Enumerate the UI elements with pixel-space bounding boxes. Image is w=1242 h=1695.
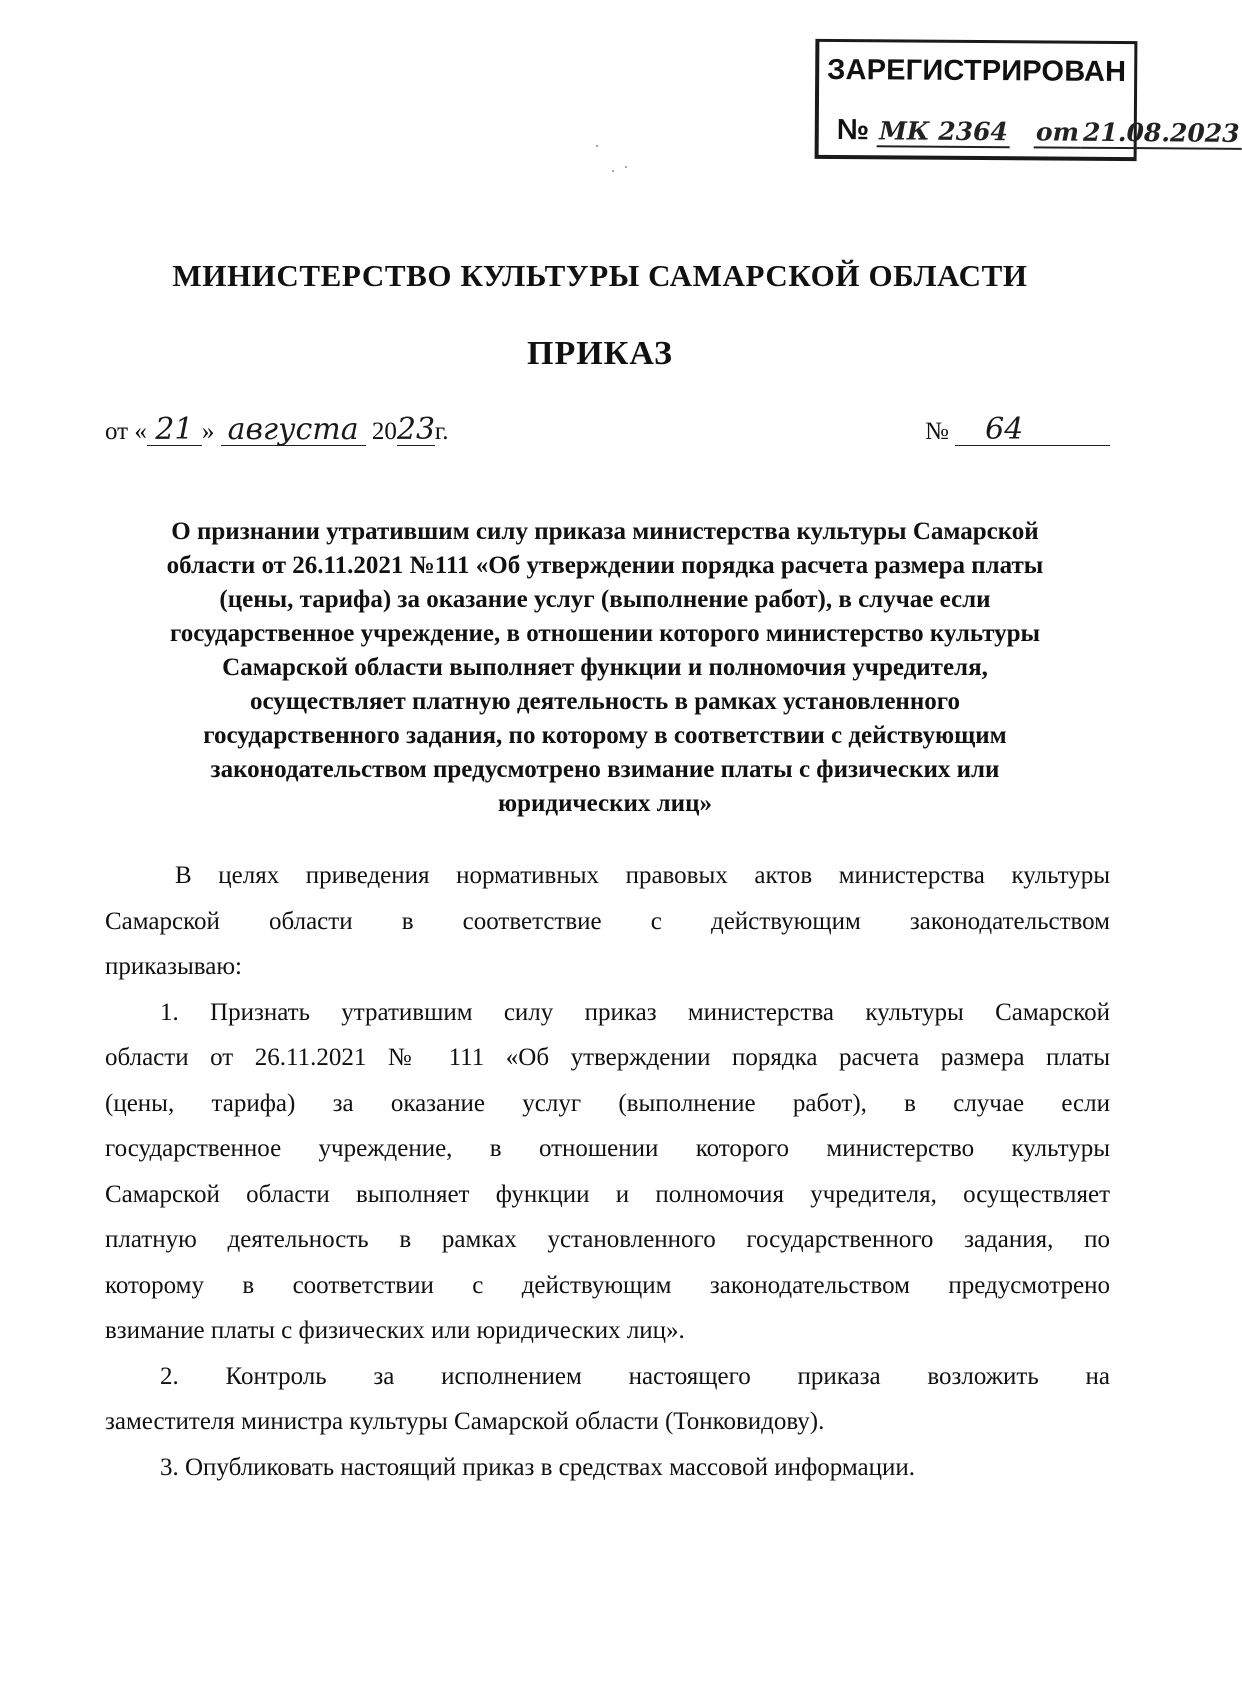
order-number-line bbox=[925, 412, 1110, 447]
date-prefix: от « bbox=[105, 418, 147, 445]
scan-speck bbox=[612, 170, 614, 172]
title-line: (цены, тарифа) за оказание услуг (выполнение работ), в случае если bbox=[219, 586, 991, 613]
handwritten-year: 23 bbox=[396, 412, 436, 447]
stamp-number-line bbox=[837, 114, 1242, 150]
order-number-label: № bbox=[925, 418, 949, 445]
item-2-line: заместителя министра культуры Самарской области (Тонковидову). bbox=[105, 1408, 825, 1435]
registration-stamp bbox=[815, 39, 1240, 161]
order-title bbox=[100, 515, 1110, 821]
item-2-line: 2. Контроль за исполнением настоящего приказа возложить на bbox=[160, 1362, 1110, 1390]
preamble-line: Самарской области в соответствие с действующим законодательством bbox=[105, 907, 1110, 935]
scan-speck bbox=[596, 145, 598, 147]
date-quote-close: » bbox=[201, 418, 215, 445]
title-line: государственное учреждение, в отношении которого министерство культуры bbox=[170, 620, 1040, 647]
title-line: Самарской области выполняет функции и полномочия учредителя, bbox=[222, 654, 988, 681]
title-line: области от 26.11.2021 №111 «Об утверждении порядка расчета размера платы bbox=[166, 552, 1044, 579]
item-1-line: которому в соответствии с действующим законодательством предусмотрено bbox=[105, 1271, 1110, 1299]
order-body bbox=[105, 853, 1110, 1490]
title-line: О признании утратившим силу приказа министерства культуры Самарской bbox=[171, 518, 1039, 545]
stamp-number-prefix: № bbox=[836, 114, 870, 147]
item-3-line: 3. Опубликовать настоящий приказ в средствах массовой информации. bbox=[160, 1453, 916, 1481]
handwritten-month: августа bbox=[221, 415, 366, 446]
title-line: осуществляет платную деятельность в рамках установленного bbox=[250, 688, 960, 715]
document-type-heading: ПРИКАЗ bbox=[527, 335, 673, 372]
year-end: г. bbox=[434, 418, 449, 445]
handwritten-order-number: 64 bbox=[955, 415, 1110, 446]
scan-speck bbox=[625, 166, 627, 168]
item-1-line: государственное учреждение, в отношении которого министерство культуры bbox=[105, 1135, 1110, 1162]
item-1-line: платную деятельность в рамках установленного государственного задания, по bbox=[105, 1226, 1110, 1253]
item-1-line: взимание платы с физических или юридических лиц». bbox=[105, 1317, 685, 1344]
year-prefix: 20 bbox=[371, 418, 397, 445]
title-line: законодательством предусмотрено взимание платы с физических или bbox=[210, 756, 1000, 783]
item-1-line: (цены, тарифа) за оказание услуг (выполнение работ), в случае если bbox=[105, 1089, 1110, 1117]
preamble-line: В целях приведения нормативных правовых актов министерства культуры bbox=[175, 862, 1110, 889]
preamble-line: приказываю: bbox=[105, 953, 242, 980]
handwritten-day: 21 bbox=[147, 415, 202, 446]
stamp-date-prefix: от bbox=[1034, 117, 1081, 148]
item-1-line: Самарской области выполняет функции и полномочия учредителя, осуществляет bbox=[105, 1180, 1110, 1208]
stamp-handwritten-number: МК 2364 bbox=[877, 116, 1010, 148]
stamp-title: ЗАРЕГИСТРИРОВАН bbox=[827, 53, 1127, 89]
order-date-line bbox=[105, 412, 449, 447]
title-line: государственного задания, по которому в соответствии с действующим bbox=[203, 722, 1007, 749]
item-1-line: 1. Признать утратившим силу приказ министерства культуры Самарской bbox=[160, 998, 1110, 1026]
ministry-heading: МИНИСТЕРСТВО КУЛЬТУРЫ САМАРСКОЙ ОБЛАСТИ bbox=[172, 258, 1028, 293]
item-1-line: области от 26.11.2021 № 111 «Об утверждении порядка расчета размера платы bbox=[105, 1044, 1110, 1071]
stamp-handwritten-date: 21.08.2023 bbox=[1081, 118, 1242, 150]
title-line: юридических лиц» bbox=[498, 790, 712, 817]
